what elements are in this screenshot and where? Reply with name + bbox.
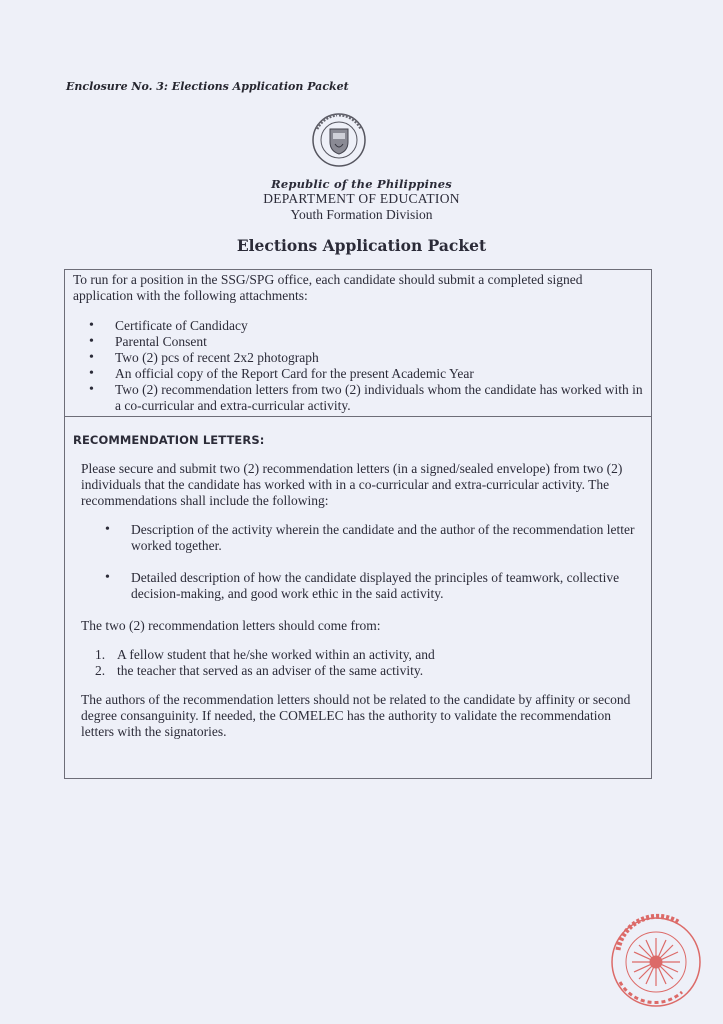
sources-list — [81, 647, 643, 679]
requirements-box — [64, 269, 652, 417]
sources-intro: The two (2) recommendation letters should come from: — [81, 618, 381, 633]
list-number: 1. — [95, 647, 106, 662]
list-number: 2. — [95, 663, 106, 678]
requirements-list — [73, 318, 643, 414]
list-item: • Parental Consent — [115, 334, 643, 350]
recommendation-intro: Please secure and submit two (2) recommendation letters (in a signed/sealed envelope) from two (2) individuals that the candidate has worked with in a co-curricular and extra-curricular activity. The recommendations shall include the following: — [81, 461, 623, 508]
deped-seal-logo — [311, 112, 367, 168]
list-item: • Two (2) pcs of recent 2x2 photograph — [115, 350, 643, 366]
document-title: Elections Application Packet — [236, 236, 487, 255]
list-text: the teacher that served as an adviser of the same activity. — [117, 663, 424, 678]
list-item — [95, 663, 643, 679]
official-stamp-logo — [600, 910, 708, 1010]
recommendation-heading: RECOMMENDATION LETTERS: — [73, 433, 265, 447]
list-text: A fellow student that he/she worked within an activity, and — [117, 647, 435, 662]
recommendation-box — [64, 416, 652, 779]
department-heading: DEPARTMENT OF EDUCATION — [263, 191, 460, 206]
division-heading: Youth Formation Division — [290, 207, 433, 222]
list-item: • Description of the activity wherein the candidate and the author of the recommendation letter worked together. — [131, 522, 643, 554]
list-item: • Certificate of Candidacy — [115, 318, 643, 334]
list-item: • Two (2) recommendation letters from two (2) individuals whom the candidate has worked with in a co-curricular and extra-curricular activity. — [115, 382, 643, 414]
republic-heading: Republic of the Philippines — [271, 177, 452, 191]
requirements-intro: To run for a position in the SSG/SPG office, each candidate should submit a completed signed application with the following attachments: — [73, 272, 583, 303]
list-item: • An official copy of the Report Card for the present Academic Year — [115, 366, 643, 382]
closing-paragraph: The authors of the recommendation letters should not be related to the candidate by affinity or second degree consanguinity. If needed, the COMELEC has the authority to validate the recommendation letters with the signatories. — [81, 692, 631, 739]
list-item: • Detailed description of how the candidate displayed the principles of teamwork, collective decision-making, and good work ethic in the said activity. — [131, 570, 643, 602]
recommendation-list — [81, 522, 643, 602]
list-item — [95, 647, 643, 663]
enclosure-label: Enclosure No. 3: Elections Application Packet — [66, 80, 349, 93]
